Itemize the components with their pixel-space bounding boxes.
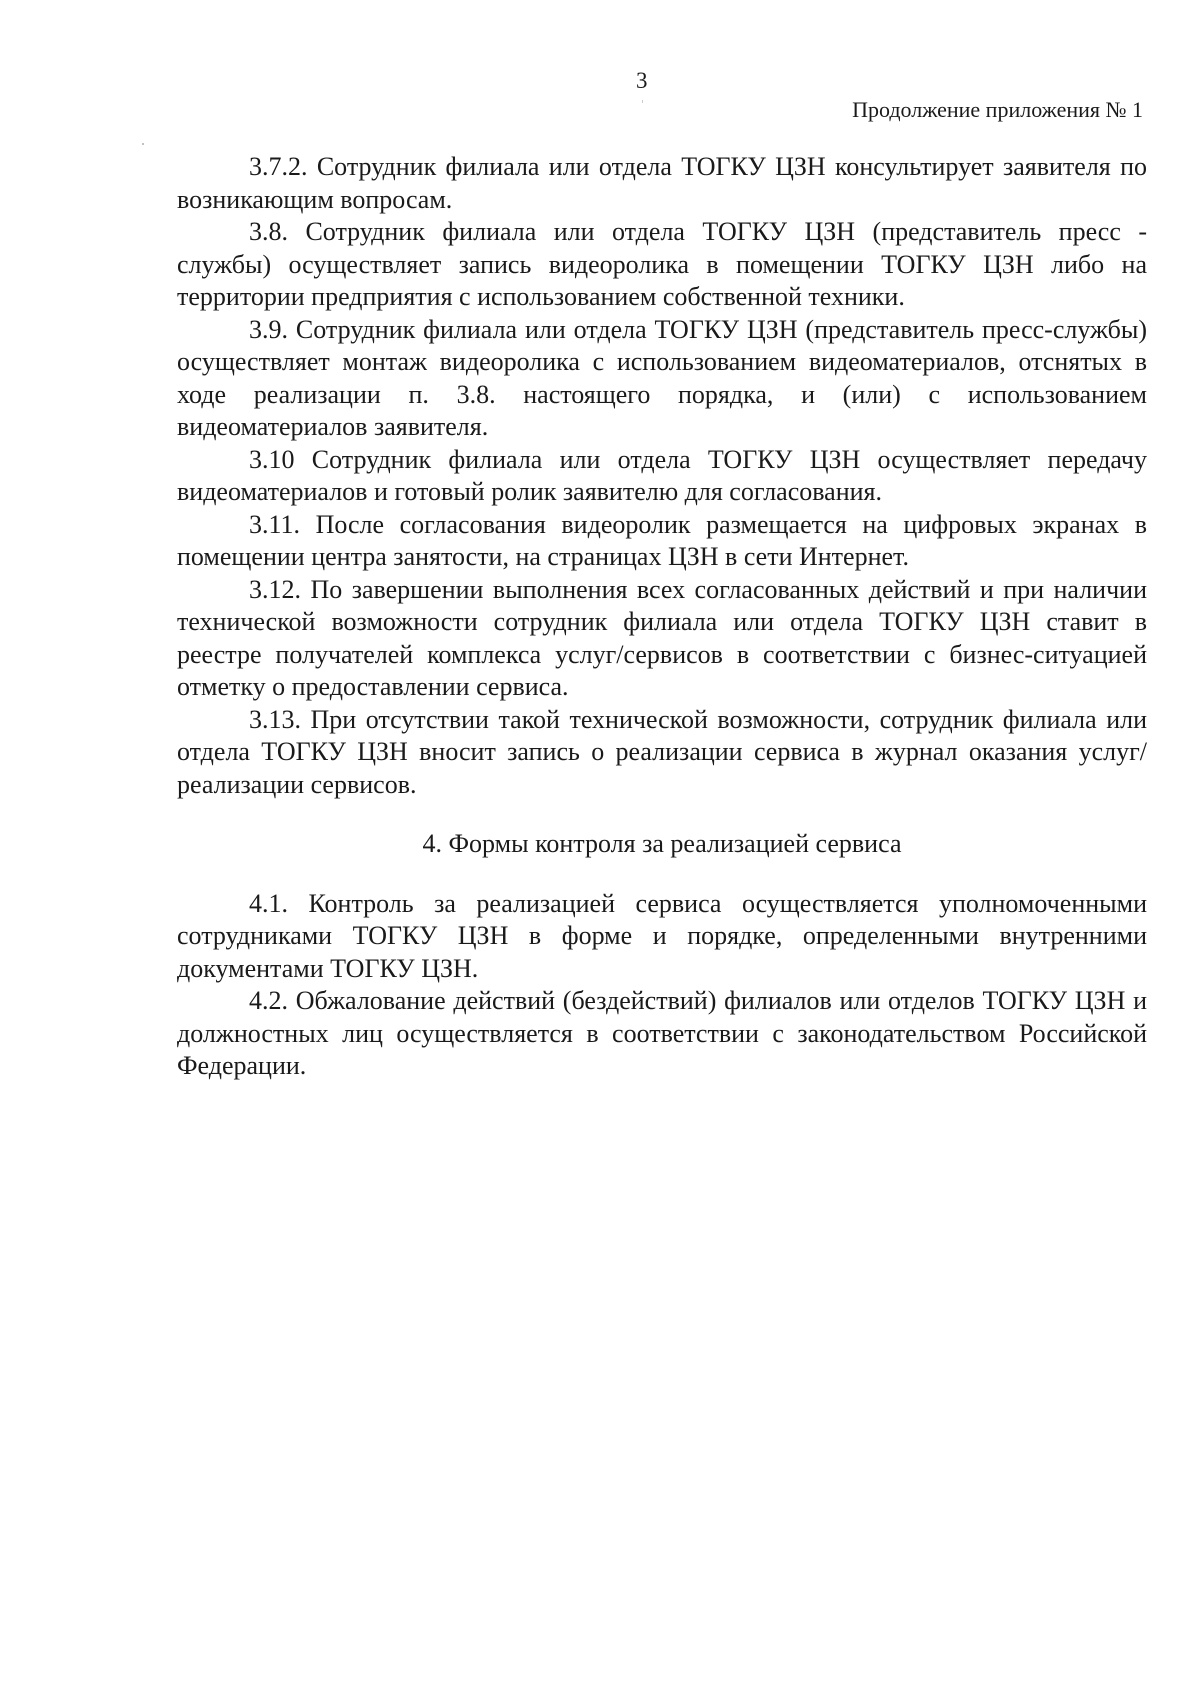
paragraph-3-10: 3.10 Сотрудник филиала или отдела ТОГКУ ЦЗН осуществляет передачу видеоматериалов и готовый ролик заявителю для согласования. — [177, 444, 1147, 506]
paragraph-3-7-2: 3.7.2. Сотрудник филиала или отдела ТОГКУ ЦЗН консультирует заявителя по возникающим вопросам. — [177, 152, 1147, 214]
paragraph-4-2: 4.2. Обжалование действий (бездействий) филиалов или отделов ТОГКУ ЦЗН и должностных лиц осуществляется в соответствии с законодательством Российской Федерации. — [177, 986, 1147, 1080]
scan-artifact-dot — [142, 143, 144, 145]
paragraph-3-12: 3.12. По завершении выполнения всех согласованных действий и при наличии технической возможности сотрудник филиала или отдела ТОГКУ ЦЗН ставит в реестре получателей комплекса услуг/сервисов в соответствии с бизнес-ситуацией отметку о предоставлении сервиса. — [177, 574, 1147, 701]
paragraph-3-13: 3.13. При отсутствии такой технической возможности, сотрудник филиала или отдела ТОГКУ ЦЗН вносит запись о реализации сервиса в журнал оказания услуг/реализации сервисов. — [177, 704, 1147, 799]
page-number: 3 — [636, 68, 648, 93]
appendix-continuation-note: Продолжение приложения № 1 — [852, 97, 1143, 122]
paragraph-3-11: 3.11. После согласования видеоролик размещается на цифровых экранах в помещении центра занятости, на страницах ЦЗН в сети Интернет. — [177, 509, 1147, 571]
paragraph-4-1: 4.1. Контроль за реализацией сервиса осуществляется уполномоченными сотрудниками ТОГКУ ЦЗН в форме и порядке, определенными внутренними документами ТОГКУ ЦЗН. — [177, 888, 1147, 983]
paragraph-3-8: 3.8. Сотрудник филиала или отдела ТОГКУ ЦЗН (представитель пресс - службы) осуществляет запись видеоролика в помещении ТОГКУ ЦЗН либо на территории предприятия с использованием собственной техники. — [177, 217, 1147, 311]
section-4-title: 4. Формы контроля за реализацией сервиса — [422, 829, 902, 858]
paragraph-3-9: 3.9. Сотрудник филиала или отдела ТОГКУ ЦЗН (представитель пресс-службы) осуществляет монтаж видеоролика с использованием видеоматериалов, отснятых в ходе реализации п. 3.8. настоящего порядка, и (или) с использованием видеоматериалов заявителя. — [177, 314, 1147, 441]
scan-artifact-dot — [642, 100, 643, 103]
document-body — [177, 151, 1147, 1083]
